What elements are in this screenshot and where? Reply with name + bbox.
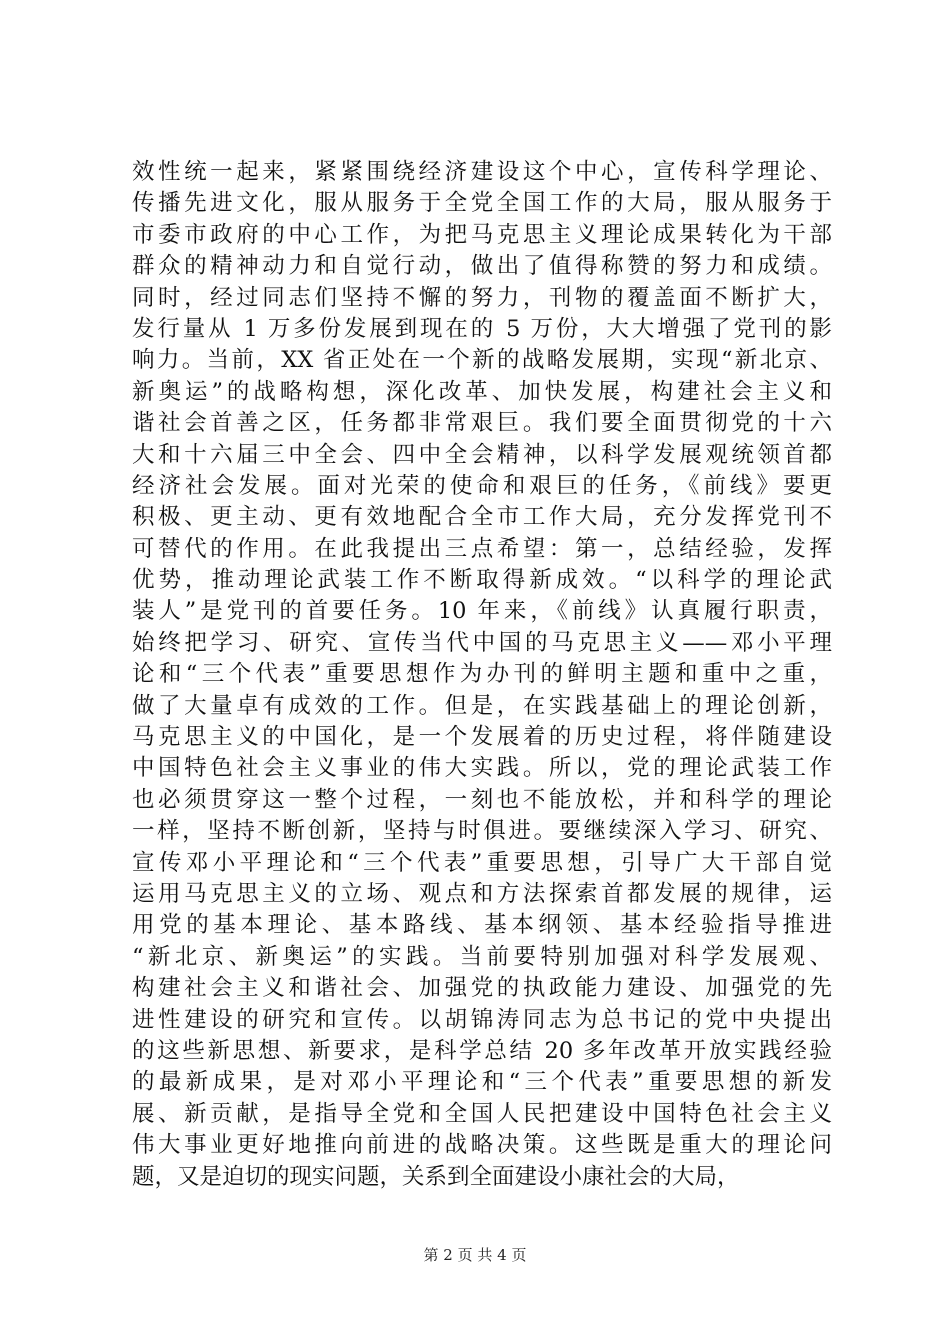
text-line: 论和“三个代表”重要思想作为办刊的鲜明主题和重中之重， (132, 661, 832, 688)
text-line: 宣传邓小平理论和“三个代表”重要思想，引导广大干部自觉 (132, 849, 832, 876)
text-line: 发行量从 1 万多份发展到现在的 5 万份，大大增强了党刊的影 (132, 315, 832, 342)
text-line: 做了大量卓有成效的工作。但是，在实践基础上的理论创新， (132, 692, 832, 719)
text-line: 大和十六届三中全会、四中全会精神，以科学发展观统领首都 (132, 441, 832, 468)
text-line: 同时，经过同志们坚持不懈的努力，刊物的覆盖面不断扩大， (132, 284, 832, 311)
text-line: 效性统一起来，紧紧围绕经济建设这个中心，宣传科学理论、 (132, 159, 832, 185)
text-line: 伟大事业更好地推向前进的战略决策。这些既是重大的理论问 (132, 1132, 832, 1159)
text-line: 题，又是迫切的现实问题，关系到全面建设小康社会的大局， (132, 1163, 740, 1190)
text-line: “新北京、新奥运”的实践。当前要特别加强对科学发展观、 (132, 943, 832, 970)
text-line: 始终把学习、研究、宣传当代中国的马克思主义——邓小平理 (132, 629, 832, 656)
text-line: 群众的精神动力和自觉行动，做出了值得称赞的努力和成绩。 (132, 253, 832, 280)
text-line: 经济社会发展。面对光荣的使命和艰巨的任务，《前线》要更 (132, 472, 832, 499)
text-line: 可替代的作用。在此我提出三点希望：第一，总结经验，发挥 (132, 535, 832, 562)
text-line: 展、新贡献，是指导全党和全国人民把建设中国特色社会主义 (132, 1100, 832, 1127)
text-line: 谐社会首善之区，任务都非常艰巨。我们要全面贯彻党的十六 (132, 410, 832, 437)
body-text (132, 157, 832, 1193)
text-line: 运用马克思主义的立场、观点和方法探索首都发展的规律，运 (132, 880, 832, 907)
text-line: 的这些新思想、新要求，是科学总结 20 多年改革开放实践经验 (132, 1037, 832, 1064)
text-line: 的最新成果，是对邓小平理论和“三个代表”重要思想的新发 (132, 1069, 832, 1096)
text-line: 积极、更主动、更有效地配合全市工作大局，充分发挥党刊不 (132, 504, 832, 531)
text-line: 进性建设的研究和宣传。以胡锦涛同志为总书记的党中央提出 (132, 1006, 832, 1033)
text-line: 构建社会主义和谐社会、加强党的执政能力建设、加强党的先 (132, 975, 832, 1002)
text-line: 传播先进文化，服从服务于全党全国工作的大局，服从服务于 (132, 190, 832, 217)
text-line: 中国特色社会主义事业的伟大实践。所以，党的理论武装工作 (132, 755, 832, 782)
text-line: 也必须贯穿这一整个过程，一刻也不能放松，并和科学的理论 (132, 786, 832, 813)
text-line: 马克思主义的中国化，是一个发展着的历史过程，将伴随建设 (132, 724, 832, 751)
text-line: 一样，坚持不断创新，坚持与时俱进。要继续深入学习、研究、 (132, 818, 832, 845)
text-line: 市委市政府的中心工作，为把马克思主义理论成果转化为干部 (132, 221, 832, 248)
text-line: 新奥运”的战略构想，深化改革、加快发展，构建社会主义和 (132, 378, 832, 405)
page-footer: 第 2 页 共 4 页 (423, 1246, 527, 1264)
text-line: 装人”是党刊的首要任务。10 年来，《前线》认真履行职责， (132, 598, 832, 625)
text-line: 用党的基本理论、基本路线、基本纲领、基本经验指导推进 (132, 912, 832, 939)
text-line: 响力。当前，XX 省正处在一个新的战略发展期，实现“新北京、 (132, 347, 832, 374)
text-line: 优势，推动理论武装工作不断取得新成效。“以科学的理论武 (132, 567, 832, 594)
